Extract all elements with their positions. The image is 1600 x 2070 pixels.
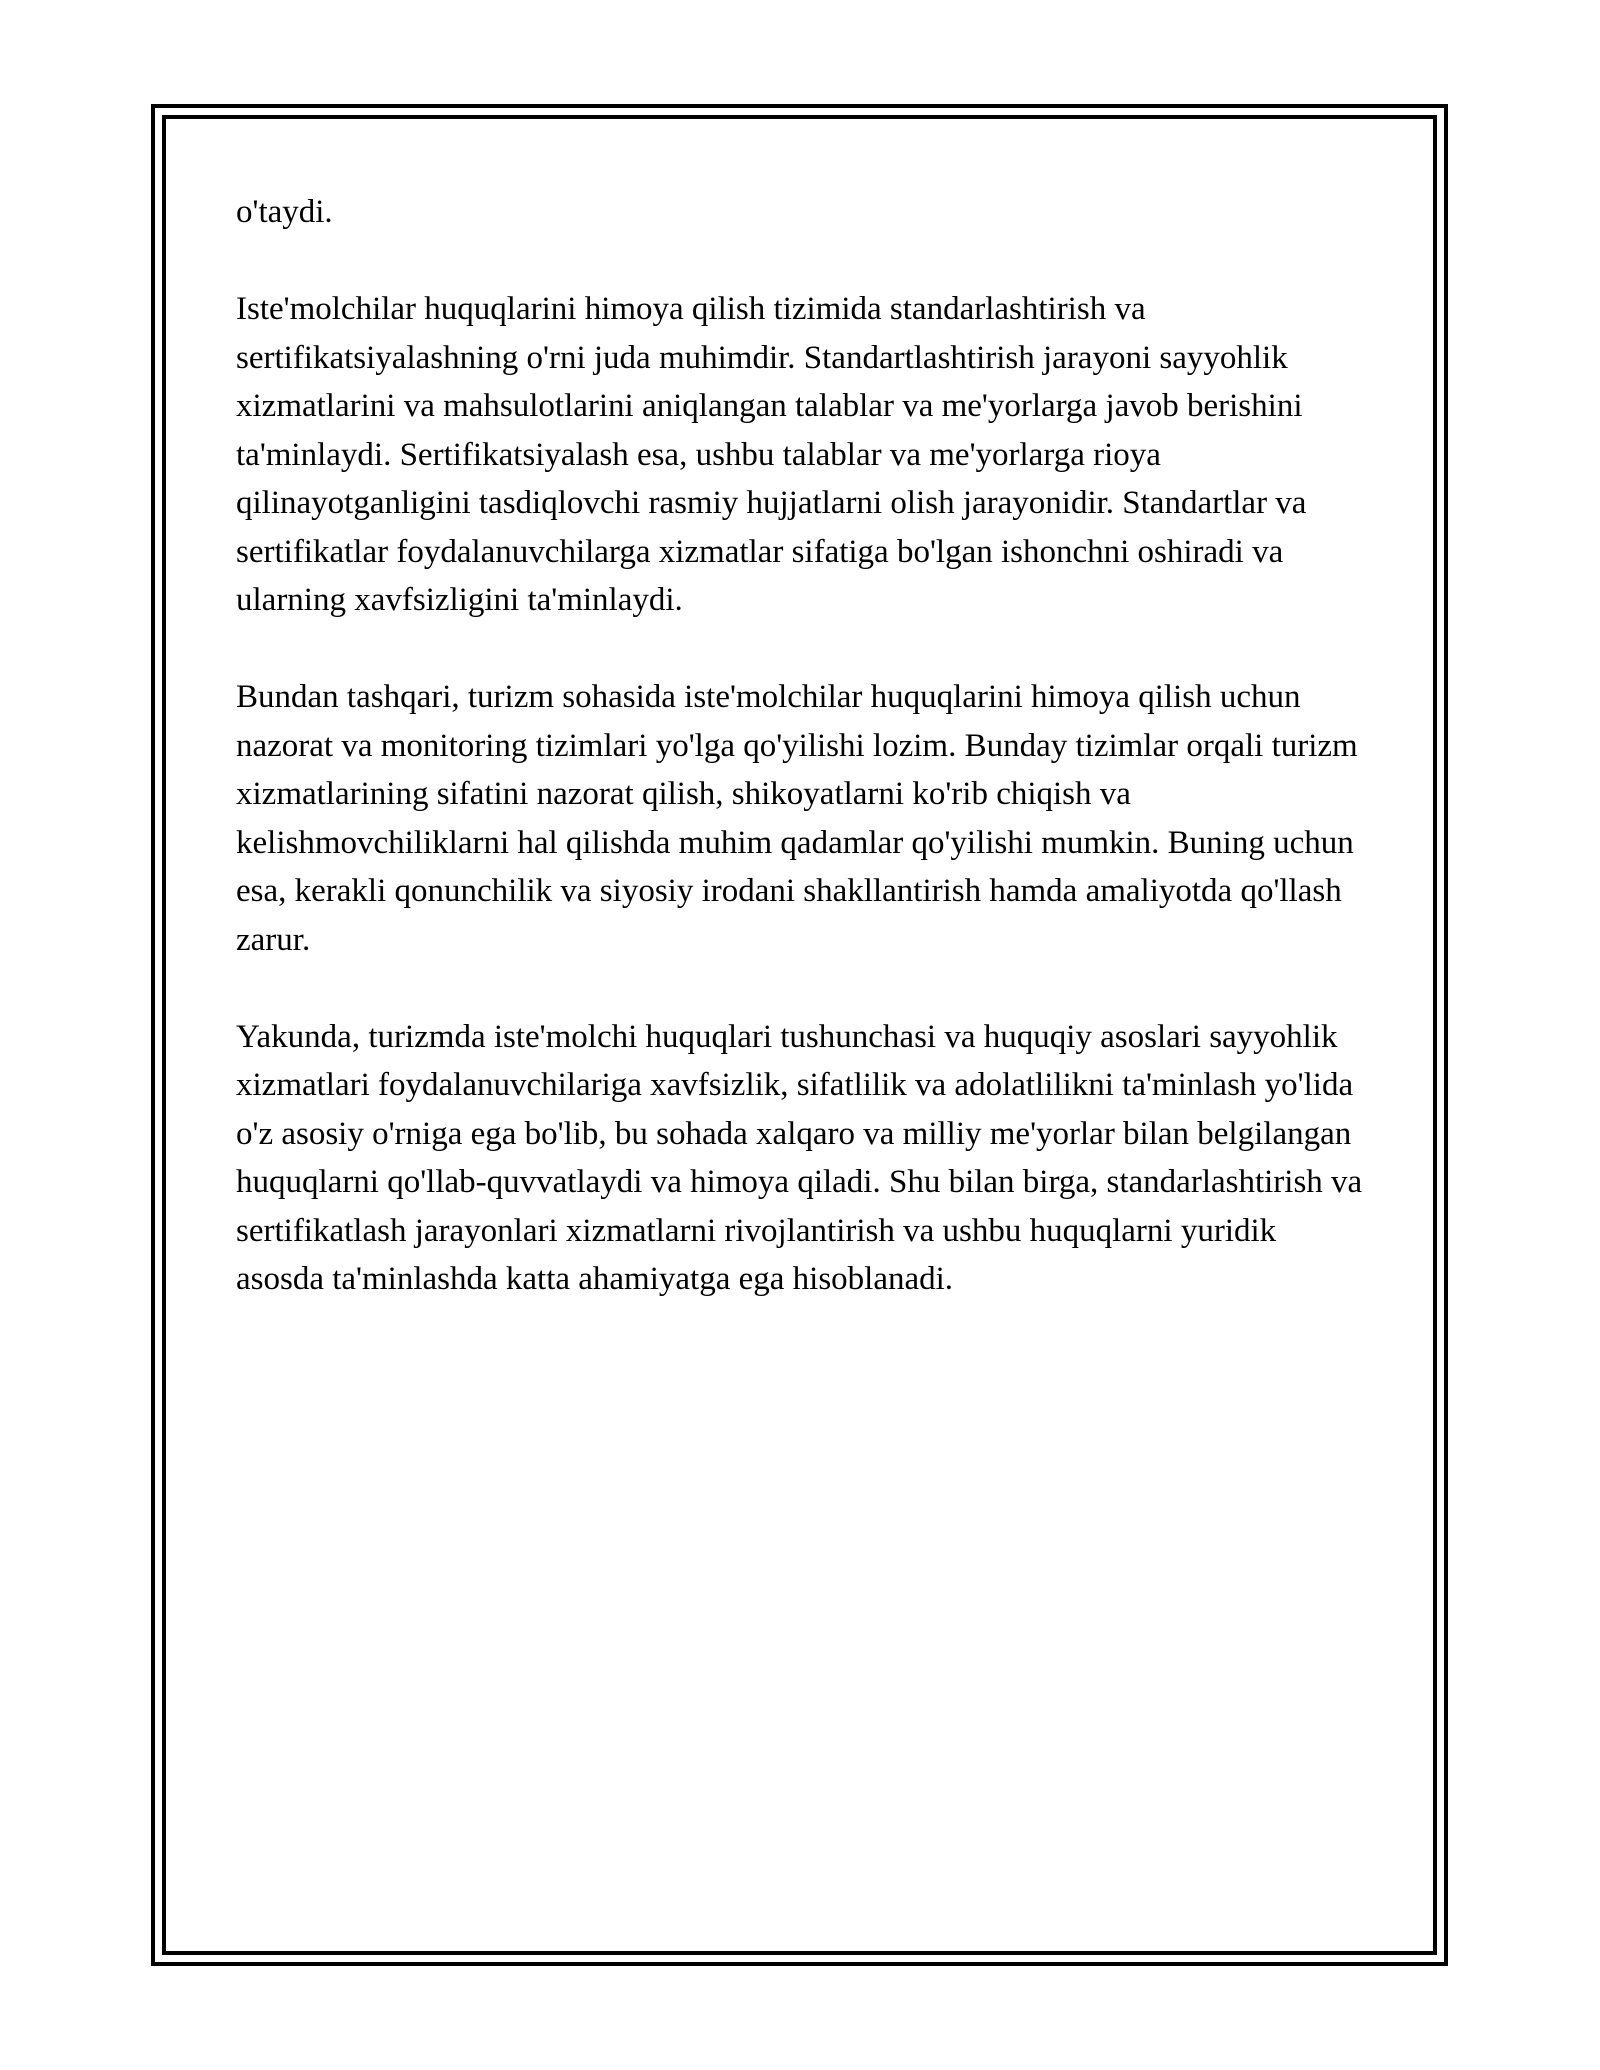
paragraph-conclusion: Yakunda, turizmda iste'molchi huquqlari tushunchasi va huquqiy asoslari sayyohlik xizmatlari foydalanuvchilariga xavfsizlik, sifatlilik va adolatlilikni ta'minlash yo'lida o'z asosiy o'rniga ega bo'lib, bu sohada xalqaro va milliy me'yorlar bilan belgilangan huquqlarni qo'llab-quvvatlaydi va himoya qiladi. Shu bilan birga, standarlashtirish va sertifikatlash jarayonlari xizmatlarni rivojlantirish va ushbu huquqlarni yuridik asosda ta'minlashda katta ahamiyatga ega hisoblanadi.	[236, 1018, 1363, 1297]
document-body	[236, 188, 1366, 1352]
paragraph-standardization: Iste'molchilar huquqlarini himoya qilish tizimida standarlashtirish va sertifikatsiyalashning o'rni juda muhimdir. Standartlashtirish jarayoni sayyohlik xizmatlarini va mahsulotlarini aniqlangan talablar va me'yorlarga javob berishini ta'minlaydi. Sertifikatsiyalash esa, ushbu talablar va me'yorlarga rioya qilinayotganligini tasdiqlovchi rasmiy hujjatlarni olish jarayonidir. Standartlar va sertifikatlar foydalanuvchilarga xizmatlar sifatiga bo'lgan ishonchni oshiradi va ularning xavfsizligini ta'minlaydi.	[236, 291, 1307, 618]
lead-fragment: o'taydi.	[236, 194, 333, 230]
paragraph-monitoring: Bundan tashqari, turizm sohasida iste'molchilar huquqlarini himoya qilish uchun nazorat va monitoring tizimlari yo'lga qo'yilishi lozim. Bunday tizimlar orqali turizm xizmatlarining sifatini nazorat qilish, shikoyatlarni ko'rib chiqish va kelishmovchiliklarni hal qilishda muhim qadamlar qo'yilishi mumkin. Buning uchun esa, kerakli qonunchilik va siyosiy irodani shakllantirish hamda amaliyotda qo'llash zarur.	[236, 679, 1358, 958]
